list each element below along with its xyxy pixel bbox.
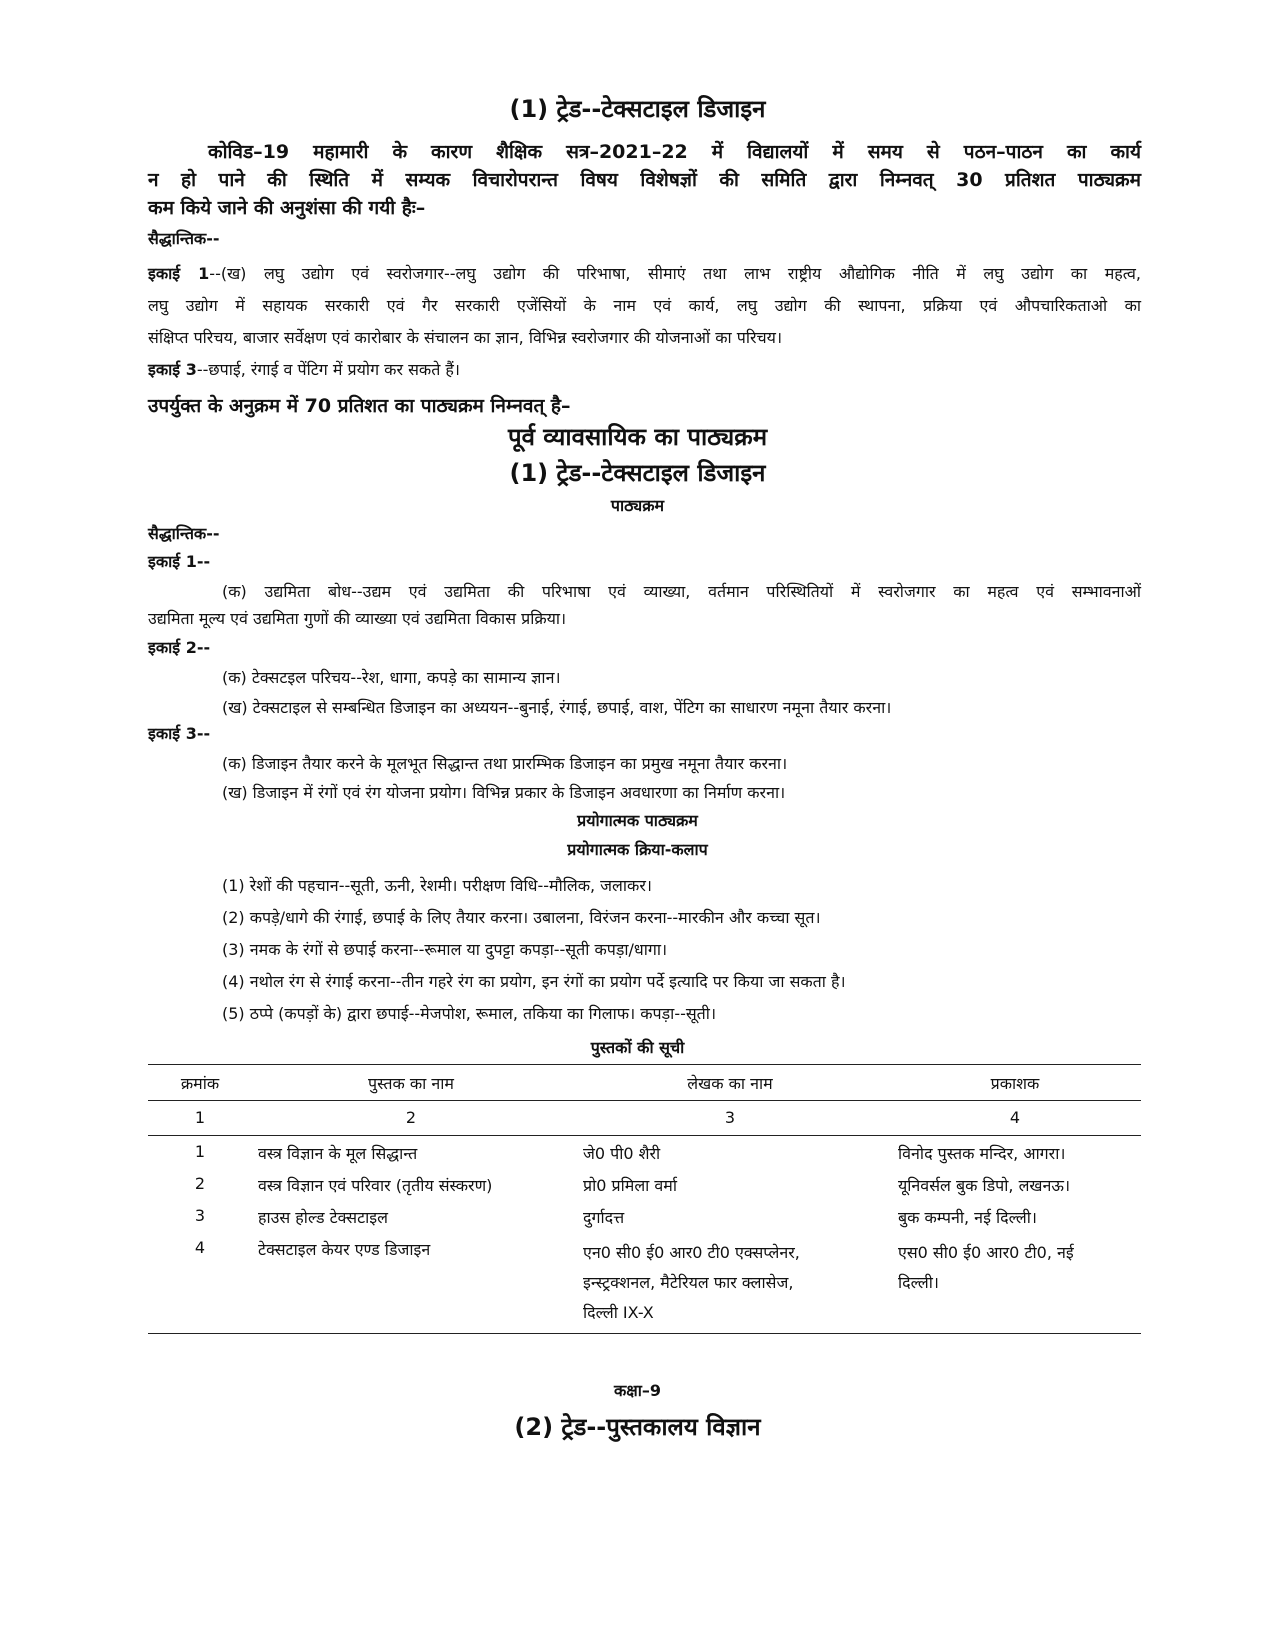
book-name-cell: वस्त्र विज्ञान एवं परिवार (तृतीय संस्करण)	[258, 1176, 493, 1195]
unit-1-line-1: (क) उद्यमिता बोध--उद्यम एवं उद्यमिता की परिभाषा एवं व्याख्या, वर्तमान परिस्थितियों में स्वरोजगार का महत्व एवं सम्भावनाओं	[222, 582, 1141, 601]
theory-label-2: सैद्धान्तिक--	[148, 524, 220, 543]
publisher-line: एस0 सी0 ई0 आर0 टी0, नई	[898, 1243, 1074, 1262]
author-line: दिल्ली IX-X	[583, 1303, 654, 1322]
class-label: कक्षा–9	[613, 1381, 662, 1400]
theory-label: सैद्धान्तिक--	[148, 229, 220, 248]
practical-item: (2) कपड़े/धागे की रंगाई, छपाई के लिए तैयार करना। उबालना, विरंजन करना--मारकीन और कच्चा सूत।	[222, 908, 821, 927]
publisher-cell	[898, 1238, 1143, 1298]
publisher-cell: बुक कम्पनी, नई दिल्ली।	[898, 1208, 1037, 1227]
intro-line-3: कम किये जाने की अनुशंसा की गयी हैः–	[148, 197, 426, 219]
table-header-cell: लेखक का नाम	[687, 1074, 773, 1093]
syllabus-heading: पाठ्यक्रम	[610, 496, 665, 515]
table-header-cell: क्रमांक	[180, 1074, 220, 1093]
practical-subheading: प्रयोगात्मक क्रिया-कलाप	[567, 840, 708, 859]
unit-2-item-a: (क) टेक्सटइल परिचय--रेश, धागा, कपड़े का सामान्य ज्ञान।	[222, 668, 561, 687]
column-number-cell: 1	[194, 1108, 206, 1127]
serial-cell: 4	[194, 1238, 206, 1257]
practical-item: (3) नमक के रंगों से छपाई करना--रूमाल या दुपट्टा कपड़ा--सूती कपड़ा/धागा।	[222, 940, 668, 959]
unit-1-label: इकाई 1--	[148, 552, 211, 571]
column-number-cell: 3	[724, 1108, 736, 1127]
trade-heading-2: (1) ट्रेड--टेक्सटाइल डिजाइन	[509, 459, 766, 487]
column-number-cell: 2	[405, 1108, 417, 1127]
serial-cell: 1	[194, 1142, 206, 1161]
unit1-line-3: संक्षिप्त परिचय, बाजार सर्वेक्षण एवं कारोबार के संचालन का ज्ञान, विभिन्न स्वरोजगार की योजनाओं का परिचय।	[148, 328, 783, 347]
book-name-cell: वस्त्र विज्ञान के मूल सिद्धान्त	[258, 1144, 418, 1163]
table-header-cell: प्रकाशक	[990, 1074, 1040, 1093]
unit-1-line-2: उद्यमिता मूल्य एवं उद्यमिता गुणों की व्याख्या एवं उद्यमिता विकास प्रक्रिया।	[148, 609, 567, 628]
unit-2-label: इकाई 2--	[148, 638, 211, 657]
trade-heading: (1) ट्रेड--टेक्सटाइल डिजाइन	[509, 95, 766, 123]
serial-cell: 2	[194, 1174, 206, 1193]
serial-cell: 3	[194, 1206, 206, 1225]
seventy-percent-line: उपर्युक्त के अनुक्रम में 70 प्रतिशत का पाठ्यक्रम निम्नवत् है–	[148, 395, 571, 417]
author-line: इन्स्ट्रक्शनल, मैटेरियल फार क्लासेज,	[583, 1273, 794, 1292]
author-cell	[583, 1238, 883, 1328]
practical-item: (4) नथोल रंग से रंगाई करना--तीन गहरे रंग का प्रयोग, इन रंगों का प्रयोग पर्दे इत्यादि पर किया जा सकता है।	[222, 972, 846, 991]
author-cell: जे0 पी0 शैरी	[583, 1144, 661, 1163]
intro-line-1: कोविड–19 महामारी के कारण शैक्षिक सत्र–2021–22 में विद्यालयों में समय से पठन–पाठन का कार्य	[208, 141, 1141, 163]
unit-3-label: इकाई 3--	[148, 724, 211, 743]
pre-vocational-heading: पूर्व व्यावसायिक का पाठ्यक्रम	[507, 423, 768, 451]
practical-heading: प्रयोगात्मक पाठ्यक्रम	[577, 811, 698, 830]
unit-3-item-a: (क) डिजाइन तैयार करने के मूलभूत सिद्धान्त तथा प्रारम्भिक डिजाइन का प्रमुख नमूना तैयार करना।	[222, 754, 788, 773]
unit-3-item-b: (ख) डिजाइन में रंगों एवं रंग योजना प्रयोग। विभिन्न प्रकार के डिजाइन अवधारणा का निर्माण करना।	[222, 783, 786, 802]
author-cell: प्रो0 प्रमिला वर्मा	[583, 1176, 678, 1195]
table-header-cell: पुस्तक का नाम	[368, 1074, 454, 1093]
table-bottom-rule	[148, 1333, 1141, 1334]
book-list-heading: पुस्तकों की सूची	[590, 1038, 685, 1057]
practical-item: (1) रेशों की पहचान--सूती, ऊनी, रेशमी। परीक्षण विधि--मौलिक, जलाकर।	[222, 876, 652, 895]
practical-item: (5) ठप्पे (कपड़ों के) द्वारा छपाई--मेजपोश, रूमाल, तकिया का गिलाफ। कपड़ा--सूती।	[222, 1004, 717, 1023]
author-line: एन0 सी0 ई0 आर0 टी0 एक्सप्लेनर,	[583, 1243, 800, 1262]
book-name-cell: टेक्सटाइल केयर एण्ड डिजाइन	[258, 1240, 431, 1259]
table-header-rule	[148, 1100, 1141, 1101]
intro-line-2: न हो पाने की स्थिति में सम्यक विचारोपरान्त विषय विशेषज्ञों की समिति द्वारा निम्नवत् 30 प्रतिशत पाठ्यक्रम	[148, 169, 1141, 191]
column-number-cell: 4	[1009, 1108, 1021, 1127]
publisher-cell: यूनिवर्सल बुक डिपो, लखनऊ।	[898, 1176, 1071, 1195]
unit1-line-2: लघु उद्योग में सहायक सरकारी एवं गैर सरकारी एजेंसियों के नाम एवं कार्य, लघु उद्योग की स्थापना, प्रक्रिया एवं औपचारिकताओ का	[148, 296, 1141, 315]
table-top-rule	[148, 1064, 1141, 1065]
table-number-rule	[148, 1135, 1141, 1136]
next-trade-heading: (2) ट्रेड--पुस्तकालय विज्ञान	[514, 1413, 761, 1441]
book-name-cell: हाउस होल्ड टेक्सटाइल	[258, 1208, 389, 1227]
publisher-cell: विनोद पुस्तक मन्दिर, आगरा।	[898, 1144, 1066, 1163]
publisher-line: दिल्ली।	[898, 1273, 939, 1292]
author-cell: दुर्गादत्त	[583, 1208, 625, 1227]
unit3-line: इकाई 3--छपाई, रंगाई व पेंटिग में प्रयोग कर सकते हैं।	[148, 360, 460, 379]
unit-2-item-b: (ख) टेक्सटाइल से सम्बन्धित डिजाइन का अध्ययन--बुनाई, रंगाई, छपाई, वाश, पेंटिग का साधारण नमूना तैयार करना।	[222, 698, 892, 717]
unit1-line-1: इकाई 1--(ख) लघु उद्योग एवं स्वरोजगार--लघु उद्योग की परिभाषा, सीमाएं तथा लाभ राष्ट्रीय औद्योगिक नीति में लघु उद्योग का महत्व,	[148, 264, 1141, 283]
